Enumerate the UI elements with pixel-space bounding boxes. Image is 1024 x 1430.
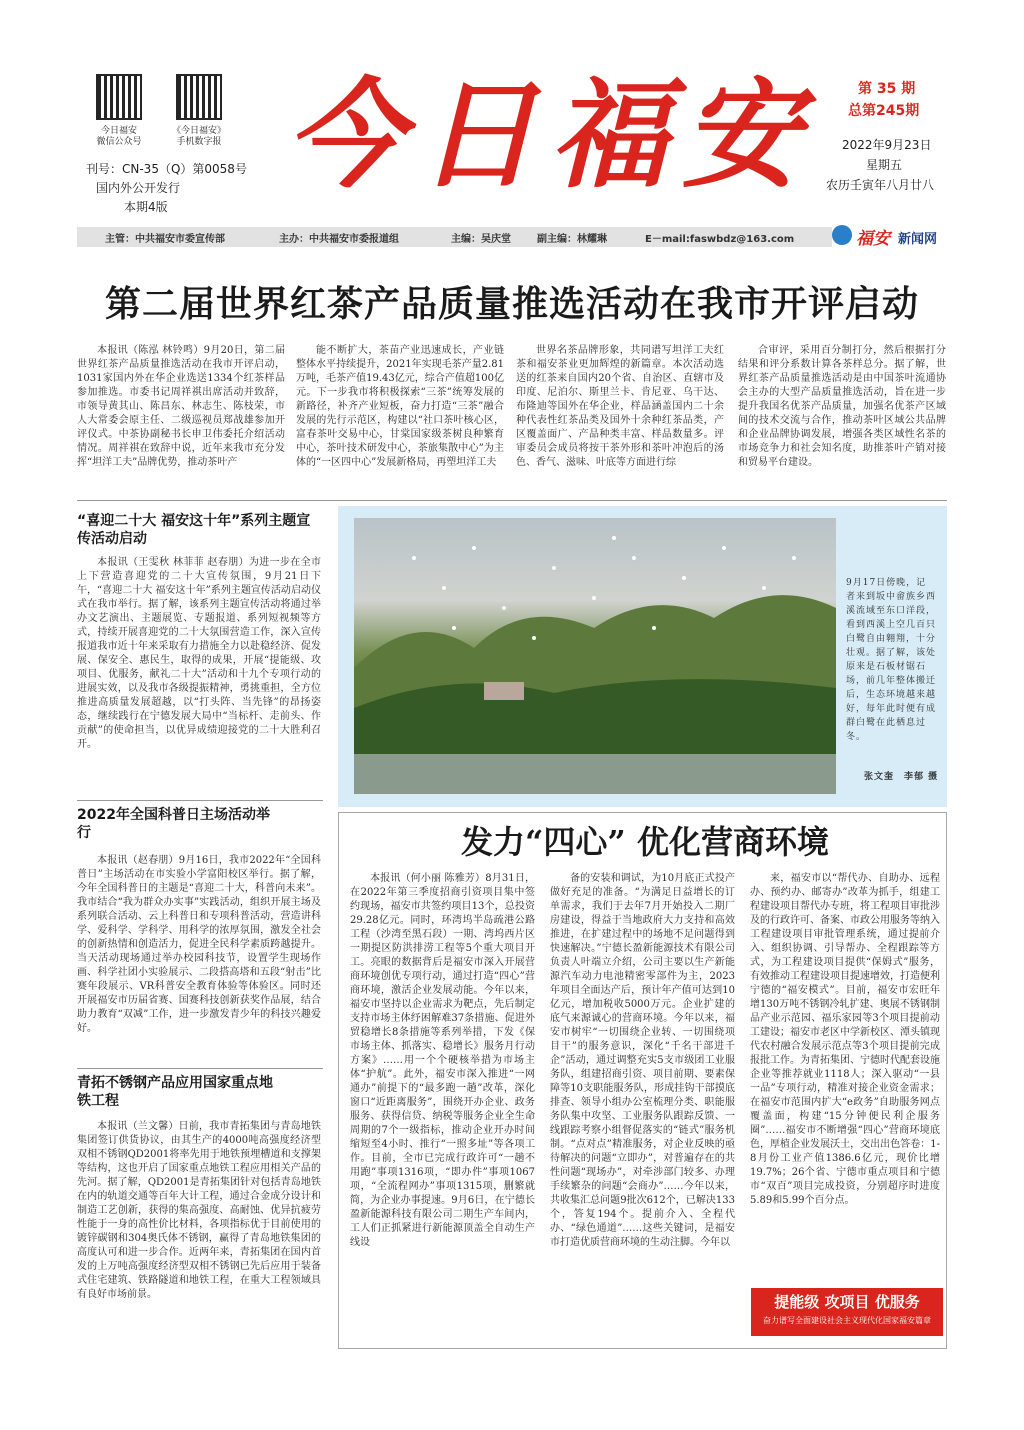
story2-body: 本报讯（赵春朋）9月16日，我市2022年“全国科普日”主场活动在市实验小学富阳校区举行。据了解，今年全国科普日的主题是“喜迎二十大，科普向未来”。我市结合“我为群众办实事”实践活动，组织开展主场及系列联合活动、云上科普日和专项科普活动，营造讲科学、爱科学、学科学、用科学的浓厚氛围，激发全社会的创新热情和创造活力，促进全民科学素质跨越提升。当天活动现场通过举办校园科技节，设置学生现场作画、科学社团小实验展示、二段搭高塔和五段“射击”比赛年段展示、VR科普安全教育体验等体验区。同时还开展福安市历届省赛、国赛科技创新获奖作品展，结合助力教育“双减”工作，进一步激发青少年的科技兴趣爱好。 [77, 855, 321, 1034]
page-count: 本期4版 [124, 200, 168, 214]
issue-number: 第 35 期 [858, 81, 916, 97]
photo-credit: 张文奎 李郁 摄 [864, 772, 939, 782]
story1-title: “喜迎二十大 福安这十年”系列主题宣传活动启动 [77, 513, 311, 547]
slogan-banner [751, 1288, 943, 1336]
email-label: E－mail:faswbdz@163.com [645, 234, 795, 245]
total-issue-number: 总第245期 [848, 103, 920, 119]
masthead-info-bar [77, 227, 945, 247]
main-headline: 第二届世界红茶产品质量推选活动在我市开评启动 [104, 284, 919, 325]
story-divider-1 [77, 800, 323, 801]
publish-date: 2022年9月23日 [842, 138, 932, 152]
newspaper-brand-title: 今日福安 [286, 65, 815, 204]
serial-number: 刊号：CN-35（Q）第0058号 [86, 162, 247, 176]
main-article-col-2: 能不断扩大，茶苗产业迅速成长，产业链整体水平持续提升，2021年实现毛茶产量2.81万吨，毛茶产值19.43亿元，综合产值超100亿元。下一步我市将积极探索“三茶”统筹发展的新路径，补齐产业短板，奋力打造“三茶”融合发展的先行示范区，构建以“社口茶叶核心区，富春茶叶交易中心，甘棠国家级茶树良种繁育中心，茶叶技术研发中心，茶旅集散中心”为主体的“一区四中心”发展新格局，再塑坦洋工夫 [296, 345, 504, 468]
feature-headline: 发力“四心” 优化营商环境 [461, 823, 829, 861]
weekday: 星期五 [866, 158, 903, 172]
news-logo-brand: 福安 [856, 229, 890, 249]
section-divider [77, 500, 947, 501]
feature-col-1: 本报讯（何小丽 陈雅芳）8月31日，在2022年第三季度招商引资项目集中签约现场，福安市共签约项目13个，总投资29.28亿元。同时，环湾坞半岛疏港公路工程（沙湾至黑石段）一期、湾坞西片区一期提区防洪排涝工程等5个重大项目开工。亮眼的数据背后是福安市深入开展营商环境创优专项行动，通过打造“四心”营商环境，激活企业发展动能。今年以来，福安市坚持以企业需求为靶点，先后制定支持市场主体纾困解难37条措施、促进外贸稳增长8条措施等系列举措，下发《保市场主体、抓落实、稳增长》服务月行动方案》……用一个个硬核举措为市场主体“护航”。此外，福安市深入推进“一网通办”前提下的“最多跑一趟”改革，深化窗口“近距离服务”，围绕开办企业、政务服务、获得信贷、纳税等服务企业全生命周期的7个一级指标，推动企业开办时间缩短至4小时、推行“一照多址”等各项工作。目前，全市已完成行政许可“一趟不用跑”事项1316项，“即办件”事项1067项，“全流程网办”事项1315项，删繁就简，为企业办事提速。9月6日，在宁德长盈新能源科技有限公司二期生产车间内，工人们正抓紧进行新能源顶盖全自动生产线设 [350, 873, 535, 1248]
story3-body: 本报讯（兰文馨）日前，我市青拓集团与青岛地铁集团签订供货协议，由其生产的4000吨高强度经济型双相不锈钢QD2001将率先用于地铁预埋槽道和支撑架等结构，这也开启了国家重点地铁工程应用相关产品的先河。据了解，QD2001是青拓集团针对包括青岛地铁在内的轨道交通等百年大计工程，通过合金成分设计和制造工艺创新，获得的集高强度、高耐蚀、优异抗疲劳性能于一身的高性价比材料，各项指标优于目前使用的镀锌碳钢和304奥氏体不锈钢，赢得了青岛地铁集团的高度认可和进一步合作。近两年来，青拓集团在国内首发的上万吨高强度经济型双相不锈钢已先后应用于装备式住宅建筑、铁路隧道和地铁工程，在重大工程领域具有良好市场前景。 [77, 1121, 321, 1300]
village-houses [484, 682, 524, 700]
sponsor-label: 主管：中共福安市委宣传部 [105, 234, 225, 245]
host-label: 主办：中共福安市委报道组 [279, 234, 399, 245]
feature-col-3: 来，福安市以“帮代办、自助办、远程办、预约办、邮寄办”改革为抓手，组建工程建设项目帮代办专班，将工程项目审批涉及的行政许可、备案、市政公用服务等纳入工程建设项目审批管理系统，通过提前介入、组织协调、引导帮办、全程跟踪等方式，为工程建设项目提供“保姆式”服务，有效推动工程建设项目提速增效，打造便利宁德的“福安模式”。目前，福安市宏旺年增130万吨不锈钢冷轧扩建、奥展不锈钢制品产业示范园、福乐家园等3个项目提前动工建设；福安市老区中学新校区、潭头镇现代农村融合发展示范点等3个项目提前完成报批工作。为青拓集团、宁德时代配套设施企业等推荐就业1118人；深入驱动“一县一品”专项行动，精准对接企业资金需求；在福安市范围内扩大“e政务”自助服务网点覆盖面，构建“15分钟便民利企服务圈”……福安市不断增强“四心”营商环境底色，厚植企业发展沃土，交出出色答卷：1-8月份工业产值1386.6亿元，现价比增19.7%；26个省、宁德市重点项目和宁德市“双百”项目完成投资，分别超序时进度5.89和5.99个百分点。 [750, 873, 940, 1206]
river [354, 754, 836, 794]
main-article-col-3: 世界名茶品牌形象，共同谱写坦洋工夫红茶和福安茶业更加辉煌的新篇章。本次活动选送的红茶来自国内20个省、自治区、直辖市及印度、尼泊尔、斯里兰卡、肯尼亚、乌干达、布隆迪等国外在华企业，样品涵盖国内二十余种代表性红茶品类及国外十余种红茶品类，产区覆盖面广、产品种类丰富、样品数量多。评审委员会成员将按干茶外形和茶叶冲泡后的汤色、香气、滋味、叶底等方面进行综 [516, 345, 724, 468]
qr1-label: 今日福安 微信公众号 [96, 126, 142, 147]
feature-col-2: 备的安装和调试，为10月底正式投产做好充足的准备。“为满足日益增长的订单需求，我们于去年7月开始投入二期厂房建设，得益于当地政府大力支持和高效推进，在扩建过程中的场地不足问题得到快速解决。”宁德长盈新能源技术有限公司负责人叶端立介绍，公司主要以生产新能源汽车动力电池精密零部件为主，2023年项目全面达产后，预计年产值可达到10亿元，增加税收5000万元。企业扩建的底气来源诚心的营商环境。今年以来，福安市树牢“一切围绕企业转、一切围绕项目干”的服务意识，深化“千名干部进千企”活动，通过调整充实5支市级团工业服务队，组建招商引资、项目前期、要素保障等10支职能服务队，形成挂钩干部摸底排查、领导小组办公室梳理分类、职能服务队集中攻坚、工业服务队跟踪反馈、一线跟踪考察小组督促落实的“链式”服务机制。“点对点”精准服务，对企业反映的亟待解决的问题“立即办”，对普遍存在的共性问题“现场办”，对牵涉部门较多、办理手续繁杂的问题“会商办”……今年以来，共收集汇总问题9批次612个，已解决133个，答复194个。提前介入、全程代办、“绿色通道”……这些关键词，是福安市打造优质营商环境的生动注脚。今年以 [550, 873, 735, 1248]
news-logo-suffix: 新闻网 [898, 232, 938, 247]
story3-title: 青拓不锈钢产品应用国家重点地铁工程 [77, 1075, 273, 1109]
main-article-col-4: 合审评，采用百分制打分，然后根据打分结果和评分系数计算各茶样总分。据了解，世界红茶产品质量推选活动是由中国茶叶流通协会主办的大型产品质量推选活动，旨在进一步提升我国名优茶产品质量，加强名优茶产区域间的技术交流与合作，推动茶叶区域公共品牌和企业品牌协调发展，增强各类区域性名茶的市场竞争力和社会知名度，助推茶叶产销对接和贸易平台建设。 [738, 345, 946, 468]
digital-paper-qr-code [176, 74, 222, 120]
egret-landscape-photo [354, 518, 836, 794]
distribution-note: 国内外公开发行 [96, 181, 181, 195]
editor-label: 主编：吴庆堂 [451, 234, 511, 245]
banner-sub-slogan: 奋力谱写全面建设社会主义现代化国家福安篇章 [763, 1316, 931, 1325]
globe-icon [832, 225, 852, 245]
main-article-col-1: 本报讯（陈泓 林铃鸣）9月20日，第二届世界红茶产品质量推选活动在我市开评启动，1031家国内外在华企业选送1334个红茶样品参加推选。市委书记周祥祺出席活动并致辞，市领导黄其山、陈昌东、林志生、陈枝荣，市人大常委会原主任、二级巡视员郑战雄参加开评仪式。中茶协副秘书长申卫伟委托介绍活动情况。周祥祺在致辞中说，近年来我市充分发挥“坦洋工夫”品牌优势，推动茶叶产 [77, 345, 285, 468]
story-divider-2 [77, 1068, 323, 1069]
wechat-qr-code [96, 74, 142, 120]
qr2-label: 《今日福安》 手机数字报 [171, 126, 226, 147]
deputy-editor-label: 副主编：林耀琳 [537, 234, 607, 245]
banner-main-slogan: 提能级 攻项目 优服务 [774, 1293, 920, 1311]
lunar-date: 农历壬寅年八月廿八 [826, 178, 935, 192]
story2-title: 2022年全国科普日主场活动举行 [77, 807, 270, 841]
story1-body: 本报讯（王雯秋 林菲菲 赵春朋）为进一步在全市上下营造喜迎党的二十大宣传氛围，9月21日下午，“喜迎二十大 福安这十年”系列主题宣传活动启动仪式在我市举行。据了解，该系列主题宣传活动将通过举办文艺演出、主题展览、专题报道、系列短视频等方式，持续开展喜迎党的二十大氛围营造工作，深入宣传报道我市近十年来采取有力措施全力以赴稳经济、促发展、保安全、惠民生，取得的成果，开展“提能级、攻项目、优服务，献礼二十大”活动和十九个专项行动的进展实效，以及我市各级提振精神，勇挑重担，全方位推进高质量发展超越，以“打头阵、当先锋”的昂扬姿态，继续践行在宁德发展大局中“当标杆、走前头、作贡献”的使命担当，以优异成绩迎接党的二十大胜利召开。 [77, 557, 321, 750]
landscape-illustration [354, 518, 836, 794]
photo-caption: 9月17日傍晚，记者来到坂中畲族乡西溪流域至东口洋段，看到西溪上空几百只白鹭自由翱翔，十分壮观。据了解，该处原来是石板材锯石场，前几年整体搬迁后，生态环境越来越好，每年此时便有成群白鹭在此栖息过冬。 [846, 578, 937, 742]
news-site-logo [832, 222, 952, 248]
